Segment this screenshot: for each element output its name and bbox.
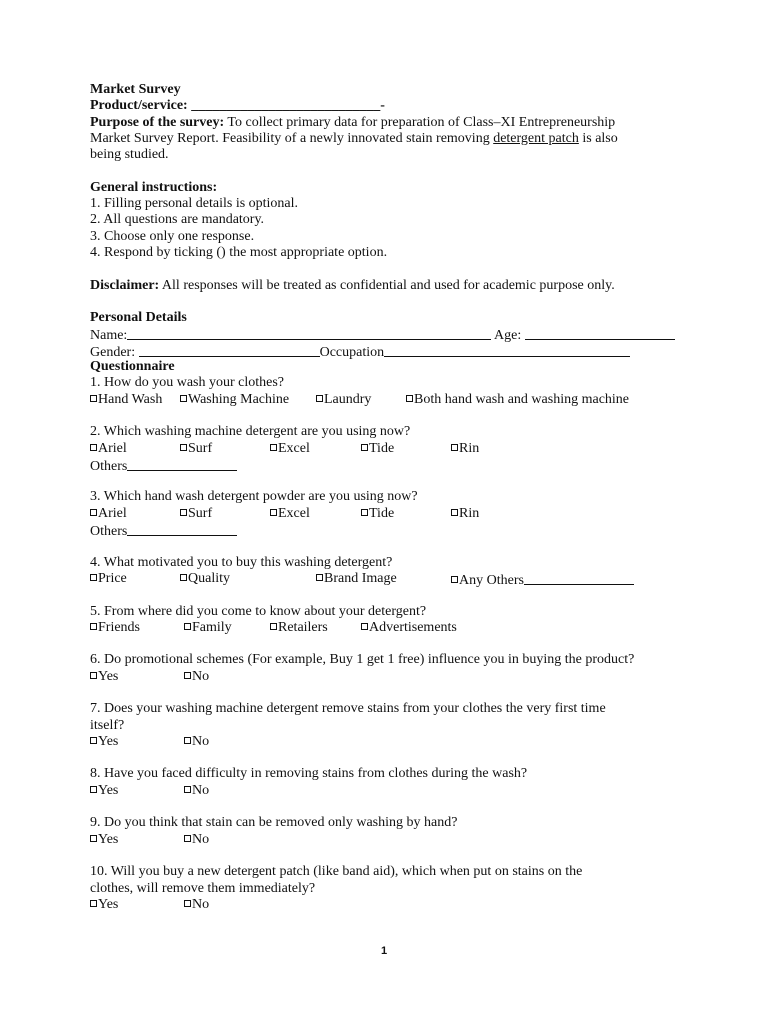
option-washing-machine[interactable] bbox=[180, 392, 289, 408]
gender-occupation-line bbox=[90, 343, 690, 359]
checkbox-icon[interactable] bbox=[184, 786, 191, 793]
purpose-text-2c: is also bbox=[578, 130, 618, 146]
purpose-line-1 bbox=[90, 115, 690, 131]
option-tide[interactable] bbox=[361, 506, 394, 522]
others-label: Others bbox=[90, 524, 128, 540]
checkbox-icon[interactable] bbox=[270, 509, 277, 516]
others-line bbox=[90, 522, 690, 538]
others-line bbox=[90, 457, 690, 473]
option-laundry[interactable] bbox=[316, 392, 371, 408]
option-label: Family bbox=[192, 619, 232, 635]
option-label: Yes bbox=[98, 896, 119, 912]
option-label: Tide bbox=[369, 440, 395, 456]
instructions-heading-line bbox=[90, 180, 690, 196]
question-2 bbox=[90, 424, 690, 440]
gender-field[interactable] bbox=[139, 343, 320, 357]
instruction-1: 1. Filling personal details is optional. bbox=[90, 196, 299, 212]
option-label: Friends bbox=[98, 619, 140, 635]
option-label: Yes bbox=[98, 668, 119, 684]
checkbox-icon[interactable] bbox=[90, 444, 97, 451]
others-field[interactable] bbox=[127, 457, 237, 471]
option-advertisements[interactable] bbox=[361, 620, 457, 636]
instruction-item bbox=[90, 245, 690, 261]
option-yes[interactable] bbox=[90, 669, 118, 685]
question-10-cont bbox=[90, 881, 690, 897]
option-any-others[interactable] bbox=[451, 571, 634, 589]
question-text: 4. What motivated you to buy this washing detergent? bbox=[90, 554, 393, 570]
option-label: Excel bbox=[278, 505, 310, 521]
option-no[interactable] bbox=[184, 734, 209, 750]
instruction-3: 3. Choose only one response. bbox=[90, 228, 255, 244]
question-text: 1. How do you wash your clothes? bbox=[90, 375, 285, 391]
option-label: Surf bbox=[188, 440, 213, 456]
checkbox-icon[interactable] bbox=[316, 395, 323, 402]
question-5 bbox=[90, 604, 690, 620]
options-row bbox=[90, 620, 690, 636]
option-label: Tide bbox=[369, 505, 395, 521]
option-yes[interactable] bbox=[90, 897, 118, 913]
checkbox-icon[interactable] bbox=[90, 900, 97, 907]
question-7 bbox=[90, 701, 690, 717]
checkbox-icon[interactable] bbox=[90, 835, 97, 842]
checkbox-icon[interactable] bbox=[361, 623, 368, 630]
others-field[interactable] bbox=[127, 522, 237, 536]
purpose-text-1: To collect primary data for preparation of Class–XI Entrepreneurship bbox=[224, 114, 616, 130]
option-label: Brand Image bbox=[324, 570, 397, 586]
checkbox-icon[interactable] bbox=[361, 444, 368, 451]
instruction-2: 2. All questions are mandatory. bbox=[90, 212, 265, 228]
gender-label: Gender: bbox=[90, 344, 139, 360]
option-rin[interactable] bbox=[451, 441, 479, 457]
option-label: Surf bbox=[188, 505, 213, 521]
purpose-line-2 bbox=[90, 131, 690, 147]
checkbox-icon[interactable] bbox=[90, 509, 97, 516]
question-1 bbox=[90, 375, 690, 391]
question-6 bbox=[90, 652, 690, 668]
option-excel[interactable] bbox=[270, 506, 310, 522]
checkbox-icon[interactable] bbox=[451, 444, 458, 451]
option-label: No bbox=[192, 733, 210, 749]
instruction-4a: 4. Respond by ticking ( bbox=[90, 244, 222, 260]
option-retailers[interactable] bbox=[270, 620, 328, 636]
checkbox-icon[interactable] bbox=[361, 509, 368, 516]
purpose-text-2a: Market Survey Report. Feasibility of a newly innovated stain removing bbox=[90, 130, 494, 146]
option-label: Rin bbox=[459, 505, 480, 521]
age-field[interactable] bbox=[525, 326, 675, 340]
instruction-4b: ) the most appropriate option. bbox=[221, 244, 388, 260]
option-both[interactable] bbox=[406, 392, 629, 408]
question-text: 6. Do promotional schemes (For example, Buy 1 get 1 free) influence you in buying the product? bbox=[90, 652, 635, 668]
checkbox-icon[interactable] bbox=[451, 509, 458, 516]
option-label: Hand Wash bbox=[98, 391, 163, 407]
option-ariel[interactable] bbox=[90, 441, 127, 457]
checkbox-icon[interactable] bbox=[270, 623, 277, 630]
option-friends[interactable] bbox=[90, 620, 140, 636]
options-row bbox=[90, 506, 690, 522]
options-row bbox=[90, 392, 690, 408]
name-field[interactable] bbox=[127, 326, 491, 340]
question-7-cont bbox=[90, 718, 690, 734]
question-text: 8. Have you faced difficulty in removing stains from clothes during the wash? bbox=[90, 766, 528, 782]
question-text: 5. From where did you come to know about your detergent? bbox=[90, 603, 427, 619]
option-surf[interactable] bbox=[180, 506, 212, 522]
age-label: Age: bbox=[491, 328, 525, 344]
page-number: 1 bbox=[380, 945, 388, 957]
option-label: No bbox=[192, 782, 210, 798]
survey-title: Market Survey bbox=[90, 82, 181, 97]
checkbox-icon[interactable] bbox=[406, 395, 413, 402]
personal-details-heading: Personal Details bbox=[90, 310, 187, 326]
option-label: Both hand wash and washing machine bbox=[414, 391, 630, 407]
option-label: Yes bbox=[98, 782, 119, 798]
option-label: Excel bbox=[278, 440, 310, 456]
title-line bbox=[90, 82, 690, 98]
product-blank[interactable]: ___________________________- bbox=[191, 98, 385, 114]
checkbox-icon[interactable] bbox=[184, 672, 191, 679]
question-10 bbox=[90, 864, 690, 880]
product-line bbox=[90, 98, 690, 114]
option-rin[interactable] bbox=[451, 506, 479, 522]
questionnaire-heading-line bbox=[90, 359, 690, 375]
questionnaire-heading: Questionnaire bbox=[90, 359, 175, 375]
checkbox-icon[interactable] bbox=[184, 900, 191, 907]
instruction-item bbox=[90, 196, 690, 212]
option-label: Rin bbox=[459, 440, 480, 456]
question-9 bbox=[90, 815, 690, 831]
checkbox-icon[interactable] bbox=[184, 623, 191, 630]
options-row bbox=[90, 571, 690, 587]
option-no[interactable] bbox=[184, 832, 209, 848]
option-label: Any Others bbox=[459, 572, 524, 588]
question-text: 2. Which washing machine detergent are you using now? bbox=[90, 424, 411, 440]
question-text: itself? bbox=[90, 717, 125, 733]
option-family[interactable] bbox=[184, 620, 232, 636]
option-label: No bbox=[192, 831, 210, 847]
checkbox-icon[interactable] bbox=[180, 509, 187, 516]
option-quality[interactable] bbox=[180, 571, 230, 587]
option-label: Ariel bbox=[98, 440, 127, 456]
options-row bbox=[90, 734, 690, 750]
purpose-text-underlined: detergent patch bbox=[493, 130, 579, 146]
options-row bbox=[90, 783, 690, 799]
checkbox-icon[interactable] bbox=[180, 395, 187, 402]
options-row bbox=[90, 897, 690, 913]
option-label: Price bbox=[98, 570, 127, 586]
question-text: clothes, will remove them immediately? bbox=[90, 880, 316, 896]
instructions-heading: General instructions: bbox=[90, 179, 218, 195]
checkbox-icon[interactable] bbox=[451, 576, 458, 583]
disclaimer-label: Disclaimer: bbox=[90, 277, 160, 293]
survey-page bbox=[90, 82, 690, 913]
option-yes[interactable] bbox=[90, 832, 118, 848]
option-hand-wash[interactable] bbox=[90, 392, 162, 408]
product-label: Product/service: bbox=[90, 98, 188, 114]
occupation-field[interactable] bbox=[384, 343, 630, 357]
option-yes[interactable] bbox=[90, 734, 118, 750]
option-no[interactable] bbox=[184, 783, 209, 799]
checkbox-icon[interactable] bbox=[180, 574, 187, 581]
checkbox-icon[interactable] bbox=[90, 395, 97, 402]
name-age-line bbox=[90, 326, 690, 342]
option-excel[interactable] bbox=[270, 441, 310, 457]
checkbox-icon[interactable] bbox=[316, 574, 323, 581]
checkbox-icon[interactable] bbox=[90, 672, 97, 679]
option-yes[interactable] bbox=[90, 783, 118, 799]
option-label: Quality bbox=[188, 570, 230, 586]
question-4 bbox=[90, 555, 690, 571]
question-text: 7. Does your washing machine detergent remove stains from your clothes the very first time bbox=[90, 701, 606, 717]
personal-heading-line bbox=[90, 310, 690, 326]
checkbox-icon[interactable] bbox=[270, 444, 277, 451]
option-label: Yes bbox=[98, 733, 119, 749]
instruction-item bbox=[90, 229, 690, 245]
question-text: 9. Do you think that stain can be removed only washing by hand? bbox=[90, 815, 458, 831]
others-label: Others bbox=[90, 458, 128, 474]
options-row bbox=[90, 669, 690, 685]
name-label: Name: bbox=[90, 328, 128, 344]
option-no[interactable] bbox=[184, 897, 209, 913]
option-ariel[interactable] bbox=[90, 506, 127, 522]
option-tide[interactable] bbox=[361, 441, 394, 457]
option-label: No bbox=[192, 668, 210, 684]
question-3 bbox=[90, 489, 690, 505]
question-text: 3. Which hand wash detergent powder are you using now? bbox=[90, 489, 418, 505]
option-label: No bbox=[192, 896, 210, 912]
checkbox-icon[interactable] bbox=[184, 737, 191, 744]
disclaimer-line bbox=[90, 278, 690, 294]
checkbox-icon[interactable] bbox=[90, 737, 97, 744]
checkbox-icon[interactable] bbox=[90, 574, 97, 581]
question-text: 10. Will you buy a new detergent patch (like band aid), which when put on stains on the bbox=[90, 864, 583, 880]
checkbox-icon[interactable] bbox=[90, 623, 97, 630]
instruction-item bbox=[90, 212, 690, 228]
checkbox-icon[interactable] bbox=[180, 444, 187, 451]
purpose-label: Purpose of the survey: bbox=[90, 114, 225, 130]
occupation-label: Occupation bbox=[319, 344, 385, 360]
disclaimer-text: All responses will be treated as confidential and used for academic purpose only. bbox=[159, 277, 615, 293]
option-surf[interactable] bbox=[180, 441, 212, 457]
option-label: Advertisements bbox=[369, 619, 457, 635]
option-no[interactable] bbox=[184, 669, 209, 685]
option-label: Retailers bbox=[278, 619, 328, 635]
purpose-text-3: being studied. bbox=[90, 147, 169, 163]
option-label: Ariel bbox=[98, 505, 127, 521]
question-8 bbox=[90, 766, 690, 782]
checkbox-icon[interactable] bbox=[90, 786, 97, 793]
options-row bbox=[90, 441, 690, 457]
any-others-field[interactable] bbox=[524, 571, 634, 585]
option-label: Washing Machine bbox=[188, 391, 290, 407]
option-brand-image[interactable] bbox=[316, 571, 397, 587]
options-row bbox=[90, 832, 690, 848]
checkbox-icon[interactable] bbox=[184, 835, 191, 842]
option-label: Yes bbox=[98, 831, 119, 847]
option-label: Laundry bbox=[324, 391, 372, 407]
option-price[interactable] bbox=[90, 571, 127, 587]
purpose-line-3 bbox=[90, 147, 690, 163]
